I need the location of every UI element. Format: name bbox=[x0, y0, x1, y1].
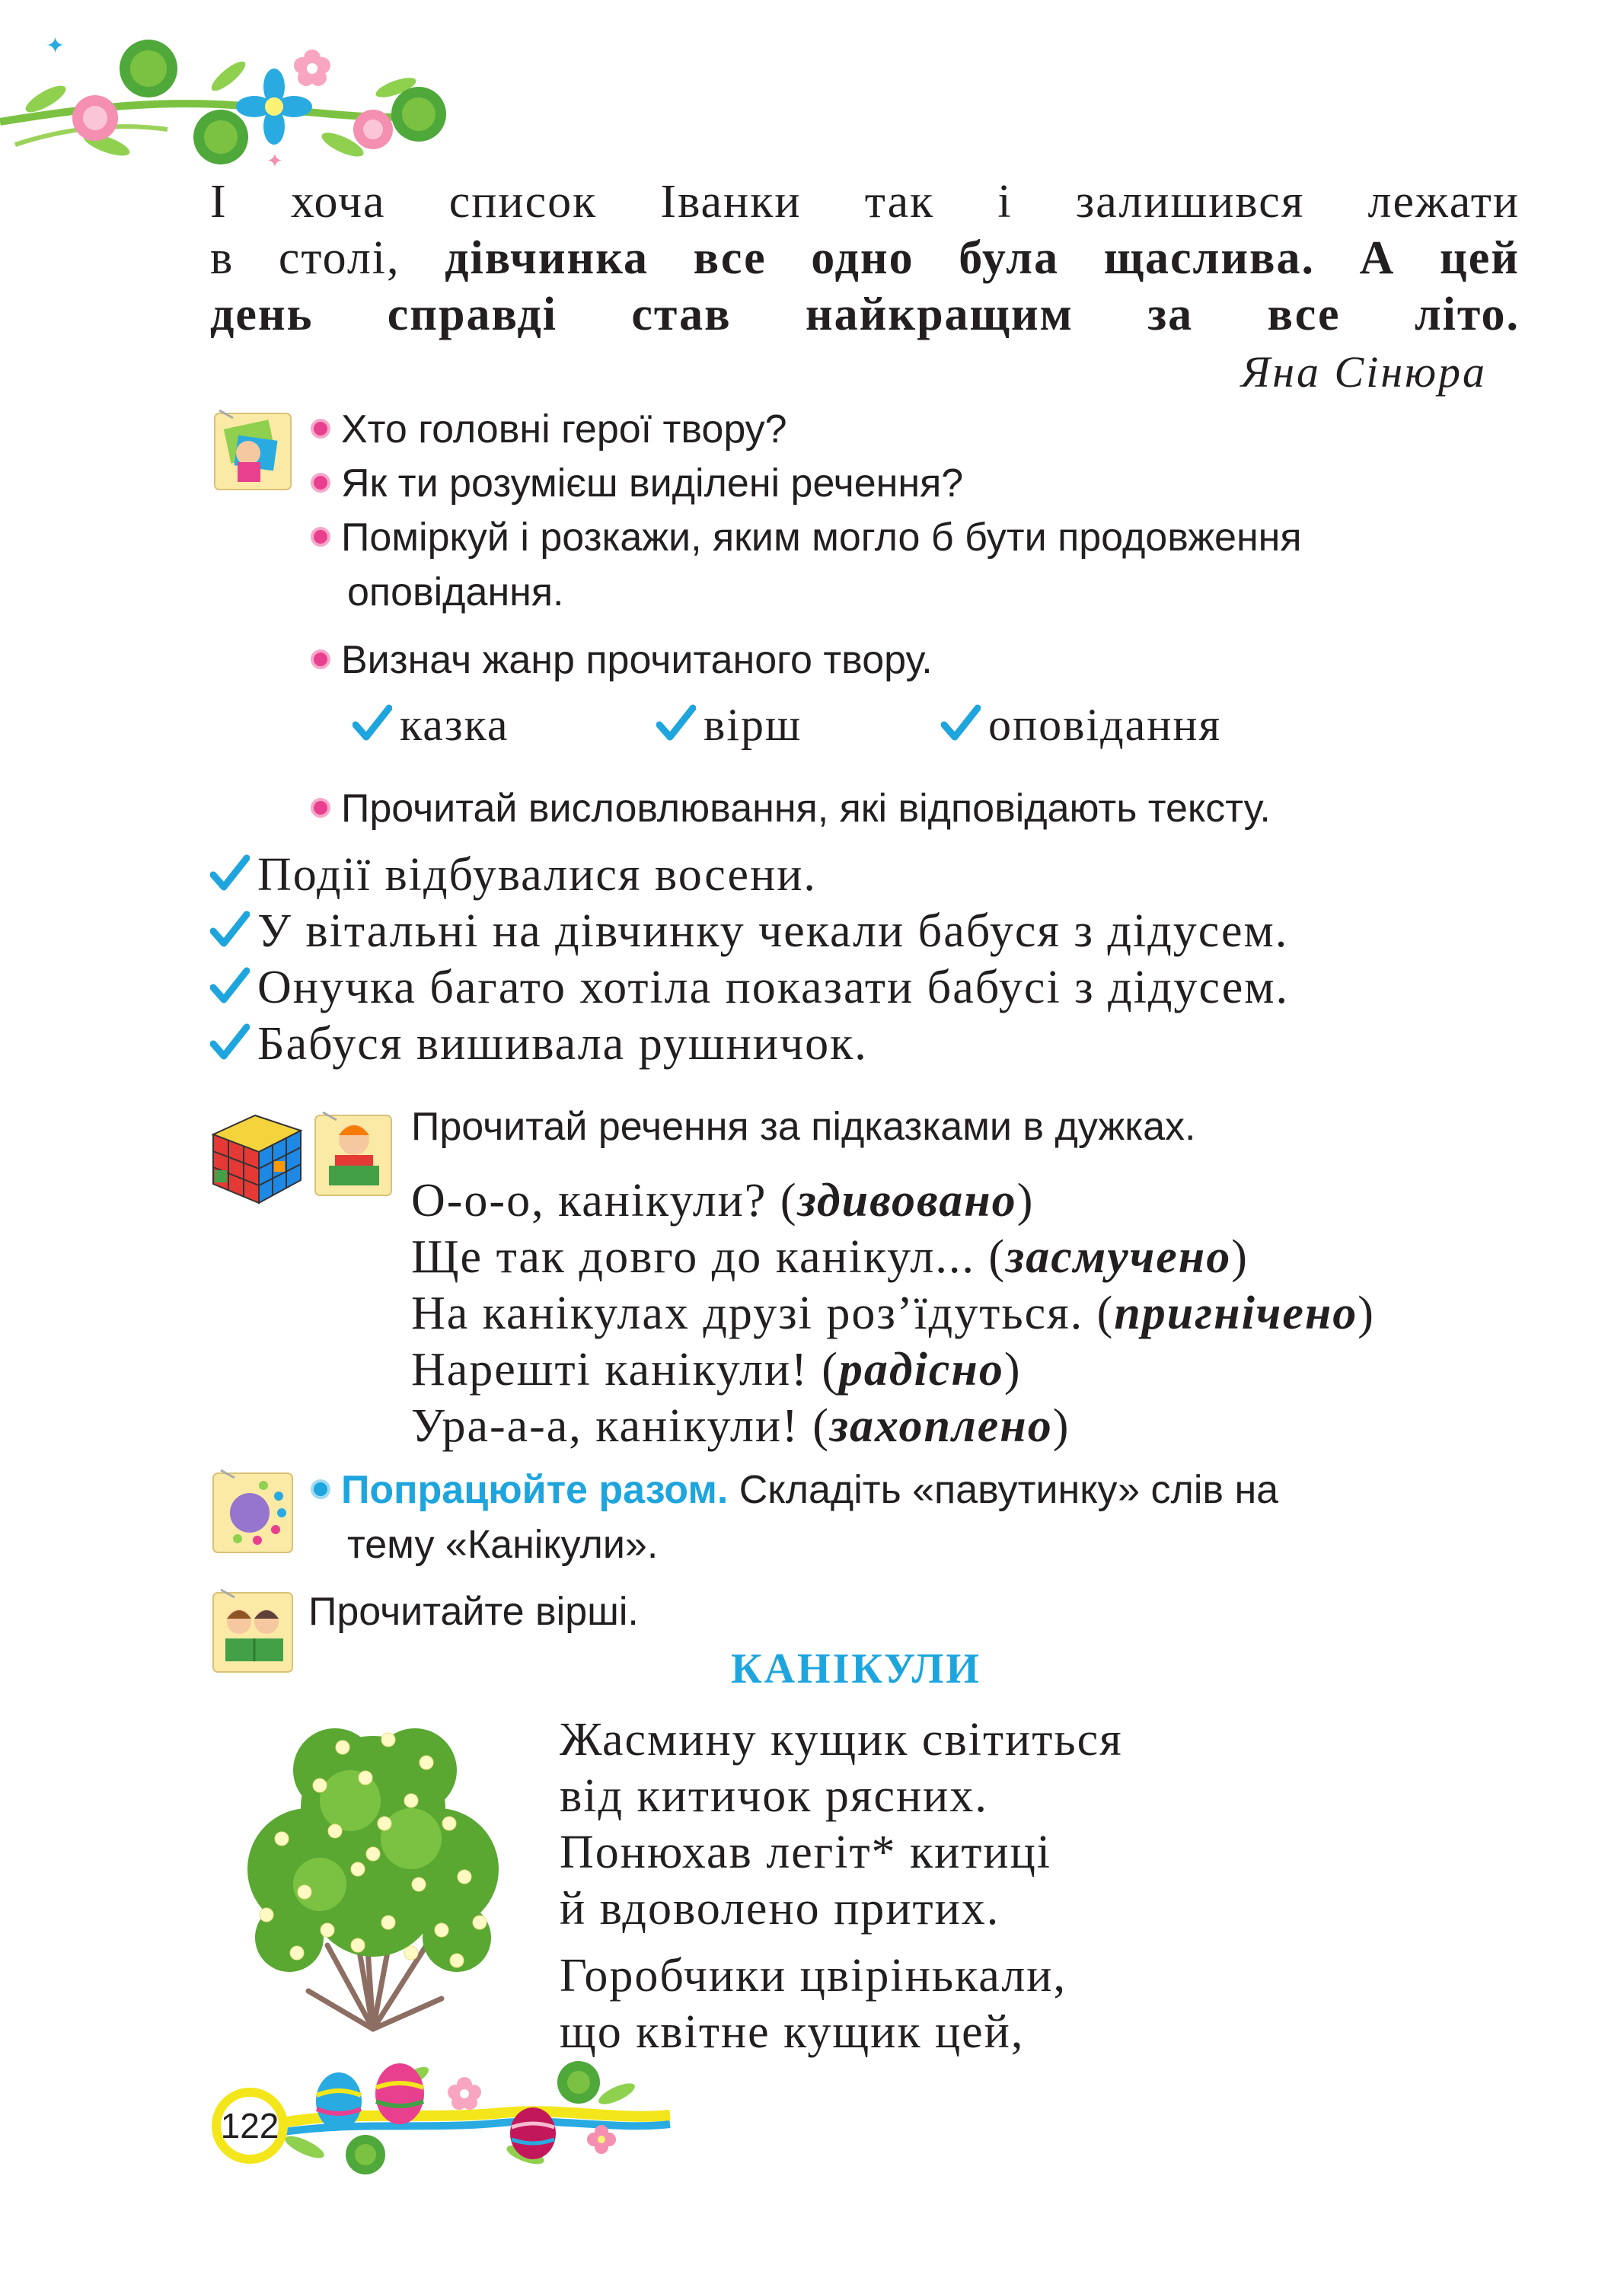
exercise-sentence-5-close: ) bbox=[1052, 1400, 1070, 1452]
child-reading-icon bbox=[312, 1108, 396, 1199]
poem-line-4: й вдоволено притих. bbox=[560, 1883, 1000, 1935]
exercise-sentence-5 bbox=[411, 1398, 1070, 1454]
easter-garland-bottom bbox=[274, 2048, 685, 2178]
checkmark-icon bbox=[210, 910, 250, 949]
intro-line-2-plain: в столі, bbox=[210, 232, 445, 284]
exercise-sentence-3-text: На канікулах друзі роз’їдуться. ( bbox=[411, 1287, 1115, 1339]
question-5-text: Прочитай висловлювання, які відповідають тексту. bbox=[341, 786, 1271, 831]
exercise-sentence-1-hint: здивовано bbox=[797, 1175, 1017, 1227]
genre-option-3-text: оповідання bbox=[988, 700, 1222, 750]
rubiks-cube-icon bbox=[206, 1108, 308, 1207]
question-3 bbox=[311, 513, 1302, 562]
exercise-sentence-3-hint: пригнічено bbox=[1114, 1287, 1358, 1339]
bullet-icon bbox=[311, 527, 330, 547]
checkmark-icon bbox=[353, 704, 392, 743]
bullet-icon bbox=[311, 1479, 330, 1499]
question-3-text-line1: Поміркуй і розкажи, яким могло б бути продовження bbox=[341, 515, 1302, 560]
exercise-sentence-4-text: Нарешті канікули! ( bbox=[411, 1344, 839, 1396]
bullet-icon bbox=[311, 473, 330, 493]
checkmark-icon bbox=[210, 853, 250, 893]
poem-line-5: Горобчики цвірінькали, bbox=[560, 1950, 1067, 2002]
exercise-sentence-4 bbox=[411, 1342, 1022, 1398]
intro-line-2 bbox=[210, 230, 1520, 286]
exercise-sentence-4-hint: радісно bbox=[838, 1344, 1004, 1396]
group-work-web-icon bbox=[210, 1466, 298, 1555]
exercise-sentence-1 bbox=[411, 1173, 1034, 1229]
group-task bbox=[311, 1466, 1278, 1514]
question-5 bbox=[311, 784, 1271, 833]
intro-line-3 bbox=[210, 286, 1520, 343]
page-number: 122 bbox=[212, 2088, 288, 2164]
genre-option-2 bbox=[656, 699, 802, 751]
bullet-icon bbox=[311, 798, 330, 818]
poem-line-3: Понюхав легіт* китиці bbox=[560, 1827, 1052, 1878]
exercise-sentence-5-hint: захоплено bbox=[829, 1400, 1053, 1452]
exercise-sentence-3-close: ) bbox=[1358, 1287, 1375, 1339]
exercise-sentence-3 bbox=[411, 1285, 1375, 1342]
statement-2 bbox=[210, 903, 1288, 959]
genre-option-3 bbox=[941, 699, 1221, 751]
question-2-text: Як ти розумієш виділені речення? bbox=[341, 461, 964, 506]
checkmark-icon bbox=[941, 704, 981, 743]
questions-book-icon bbox=[212, 407, 295, 495]
statement-4 bbox=[210, 1016, 868, 1072]
read-poems-instruction: Прочитайте вірші. bbox=[308, 1590, 639, 1634]
intro-paragraph bbox=[210, 174, 1520, 343]
exercise-sentence-1-text: О-о-о, канікули? ( bbox=[411, 1175, 798, 1227]
group-task-text-line1: Складіть «павутинку» слів на bbox=[728, 1468, 1279, 1512]
exercise-sentence-5-text: Ура-а-а, канікули! ( bbox=[411, 1400, 830, 1452]
svg-text:✦: ✦ bbox=[46, 34, 65, 59]
statement-2-text: У вітальні на дівчинку чекали бабуся з дідусем. bbox=[257, 905, 1289, 957]
checkmark-icon bbox=[656, 704, 696, 743]
group-task-lead: Попрацюйте разом. bbox=[341, 1468, 729, 1512]
question-3-line2: оповідання. bbox=[347, 570, 564, 614]
svg-text:✦: ✦ bbox=[266, 150, 283, 172]
poem-line-1: Жасмину кущик світиться bbox=[560, 1714, 1123, 1766]
exercise-sentence-2-close: ) bbox=[1231, 1231, 1249, 1283]
genre-option-2-text: вірш bbox=[704, 700, 802, 750]
jasmine-bush-illustration bbox=[236, 1717, 510, 2037]
question-1-text: Хто головні герої твору? bbox=[341, 407, 787, 451]
intro-line-1: І хоча список Іванки так і залишився лежати bbox=[210, 176, 1520, 228]
question-1 bbox=[311, 405, 787, 454]
exercise-instruction: Прочитай речення за підказками в дужках. bbox=[411, 1105, 1196, 1149]
poem-title: КАНІКУЛИ bbox=[731, 1645, 981, 1693]
intro-line-3-bold: день справді став найкращим за все літо. bbox=[210, 289, 1520, 340]
author-name: Яна Сінюра bbox=[1241, 347, 1487, 397]
statement-1 bbox=[210, 847, 817, 903]
bullet-icon bbox=[311, 419, 330, 439]
statement-3 bbox=[210, 959, 1289, 1016]
intro-line-2-bold: дівчинка все одно була щаслива. А цей bbox=[445, 232, 1520, 284]
exercise-sentence-1-close: ) bbox=[1016, 1175, 1035, 1227]
checkmark-icon bbox=[210, 1023, 250, 1062]
floral-garland-top bbox=[0, 15, 457, 175]
exercise-sentence-2 bbox=[411, 1229, 1249, 1285]
exercise-sentence-2-text: Ще так довго до канікул... ( bbox=[411, 1231, 1007, 1283]
genre-option-1-text: казка bbox=[400, 700, 509, 750]
statement-1-text: Події відбувалися восени. bbox=[257, 849, 817, 901]
children-reading-icon bbox=[210, 1585, 298, 1675]
question-4 bbox=[311, 636, 933, 684]
exercise-sentence-2-hint: засмучено bbox=[1006, 1231, 1232, 1283]
checkmark-icon bbox=[210, 966, 250, 1006]
question-2 bbox=[311, 459, 963, 508]
genre-option-1 bbox=[353, 699, 509, 751]
bullet-icon bbox=[311, 649, 330, 669]
exercise-sentence-4-close: ) bbox=[1003, 1344, 1022, 1396]
statement-3-text: Онучка багато хотіла показати бабусі з дідусем. bbox=[257, 962, 1290, 1013]
question-4-text: Визнач жанр прочитаного твору. bbox=[341, 638, 933, 682]
statement-4-text: Бабуся вишивала рушничок. bbox=[257, 1018, 868, 1070]
group-task-line2: тему «Канікули». bbox=[347, 1523, 659, 1567]
poem-line-6: що квітне кущик цей, bbox=[560, 2006, 1025, 2058]
poem-line-2: від китичок рясних. bbox=[560, 1770, 988, 1822]
